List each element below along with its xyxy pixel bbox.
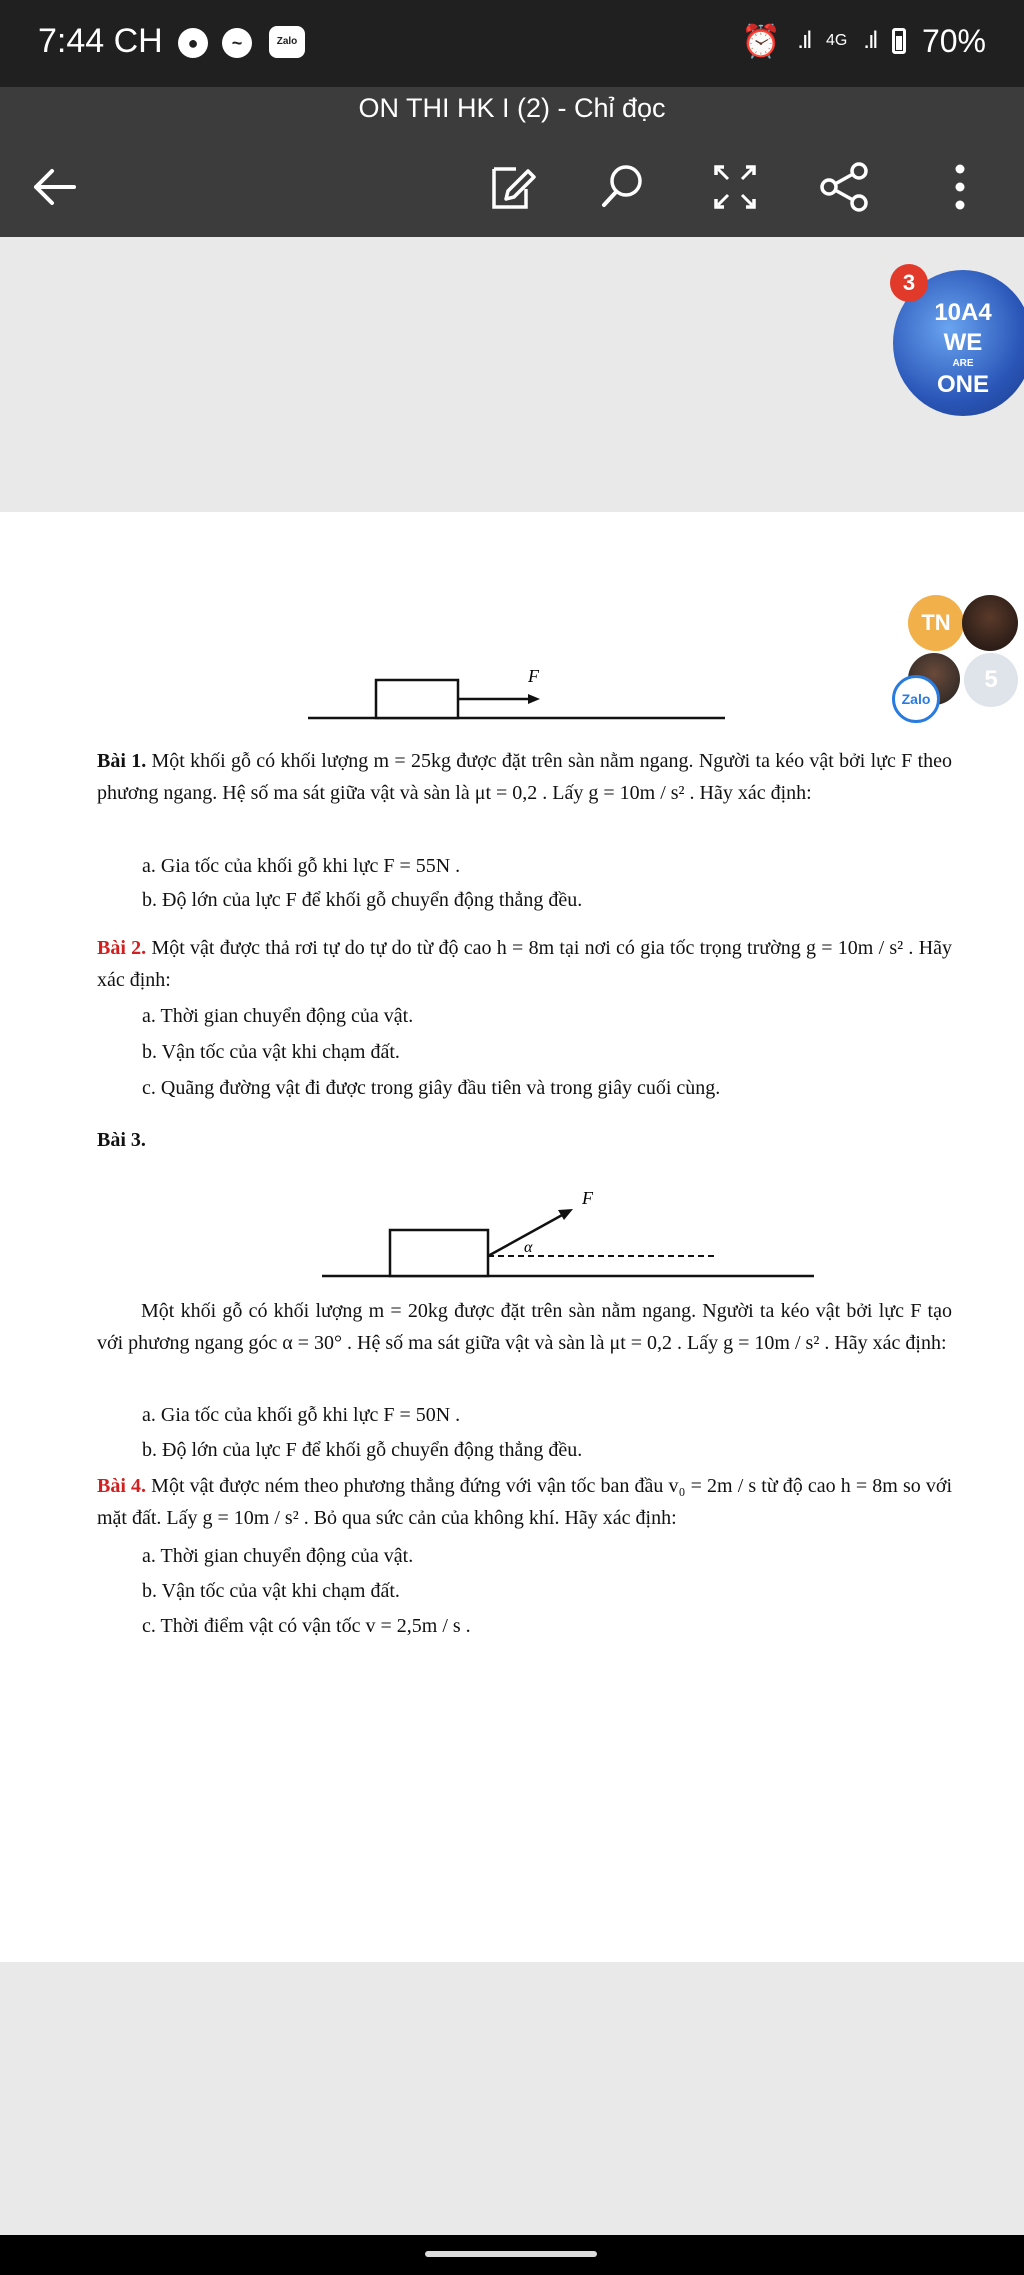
floating-chat-group[interactable]	[890, 595, 1024, 725]
fig2-arrow-head	[558, 1209, 573, 1220]
more-vert-icon	[925, 157, 995, 217]
fig1-arrow-head	[528, 694, 540, 704]
fig2-force-label: F	[582, 1188, 593, 1208]
bai4-label: Bài 4.	[97, 1475, 147, 1497]
bai1-text	[97, 745, 952, 809]
notification-badge: 3	[890, 264, 928, 302]
avatar-photo	[962, 595, 1018, 651]
bubble-line-3: ARE	[952, 358, 974, 369]
bai1-label: Bài 1.	[97, 750, 147, 772]
fullscreen-icon	[700, 157, 770, 217]
bai4-a: a. Thời gian chuyển động của vật.	[142, 1545, 414, 1567]
app-bar	[0, 87, 1024, 237]
bubble-line-4: ONE	[936, 371, 989, 398]
bai1-a: a. Gia tốc của khối gỗ khi lực F = 55N .	[142, 855, 461, 877]
avatar-initials: TN	[908, 595, 964, 651]
document-page	[0, 512, 1024, 1962]
alarm-icon: ⏰	[741, 23, 782, 59]
bai4-body: Một vật được ném theo phương thẳng đứng với vận tốc ban đầu v₀ = 2m / s từ độ cao h = 8m so với mặt đất. Lấy g = 10m / s² . Bỏ qua sức cản của không khí. Hãy xác định:	[97, 1475, 953, 1529]
fig2-angle-label: α	[524, 1239, 533, 1256]
share-button[interactable]	[811, 157, 881, 217]
fullscreen-button[interactable]	[700, 157, 770, 217]
bai4-c: c. Thời điểm vật có vận tốc v = 2,5m / s .	[142, 1615, 471, 1637]
back-button[interactable]	[22, 157, 92, 217]
more-count: 5	[964, 653, 1018, 707]
bubble-line-2: WE	[943, 329, 983, 356]
bai3-body: Một khối gỗ có khối lượng m = 20kg được đặt trên sàn nằm ngang. Người ta kéo vật bởi lực F tạo với phương ngang góc α = 30° . Hệ số ma sát giữa vật và sàn là μt = 0,2 . Lấy g = 10m / s² . Hãy xác định:	[97, 1300, 952, 1354]
bai2-label: Bài 2.	[97, 937, 147, 959]
bai4-b: b. Vận tốc của vật khi chạm đất.	[142, 1580, 400, 1602]
home-indicator[interactable]	[425, 2251, 597, 2257]
fig1-force-label: F	[528, 666, 539, 686]
bai3-b: b. Độ lớn của lực F để khối gỗ chuyển động thẳng đều.	[142, 1439, 583, 1461]
messenger-alt-icon: ~	[222, 28, 252, 58]
fig1-block	[376, 680, 458, 718]
zalo-status-icon: Zalo	[269, 26, 305, 58]
figure-1	[300, 652, 730, 732]
zalo-logo: Zalo	[892, 675, 940, 723]
bai2-b: b. Vận tốc của vật khi chạm đất.	[142, 1041, 400, 1063]
document-title: ON THI HK I (2) - Chỉ đọc	[358, 93, 666, 123]
bai3-label-text: Bài 3.	[97, 1129, 146, 1151]
more-options-button[interactable]	[925, 157, 995, 217]
status-bar	[0, 0, 1024, 87]
bai4-text	[97, 1470, 952, 1534]
edit-button[interactable]	[478, 157, 548, 217]
bai2-a: a. Thời gian chuyển động của vật.	[142, 1005, 414, 1027]
signal-icon: .ıl	[797, 27, 810, 54]
search-icon	[588, 157, 658, 217]
share-icon	[811, 157, 881, 217]
bai1-b: b. Độ lớn của lực F để khối gỗ chuyển động thẳng đều.	[142, 889, 583, 911]
bai3-label	[97, 1124, 146, 1156]
battery-icon	[892, 28, 906, 54]
bubble-line-1: 10A4	[934, 299, 992, 326]
bai2-c: c. Quãng đường vật đi được trong giây đầu tiên và trong giây cuối cùng.	[142, 1077, 721, 1099]
back-arrow-icon	[22, 157, 92, 217]
search-button[interactable]	[588, 157, 658, 217]
bai1-body: Một khối gỗ có khối lượng m = 25kg được đặt trên sàn nằm ngang. Người ta kéo vật bởi lực F theo phương ngang. Hệ số ma sát giữa vật và sàn là μt = 0,2 . Lấy g = 10m / s² . Hãy xác định:	[97, 750, 952, 804]
network-type: 4G	[825, 32, 848, 49]
bai3-a: a. Gia tốc của khối gỗ khi lực F = 50N .	[142, 1404, 461, 1426]
figure-2	[318, 1172, 818, 1292]
messenger-icon: ●	[178, 28, 208, 58]
signal-2-icon: .ıl	[863, 27, 876, 54]
navigation-bar	[0, 2235, 1024, 2275]
edit-pen-icon	[478, 157, 548, 217]
battery-level: 70%	[921, 22, 986, 59]
bai2-text	[97, 932, 952, 996]
bai2-body: Một vật được thả rơi tự do tự do từ độ cao h = 8m tại nơi có gia tốc trọng trường g = 10m / s² . Hãy xác định:	[97, 937, 953, 991]
fig2-block	[390, 1230, 488, 1276]
status-right-group	[741, 22, 986, 60]
status-time: 7:44 CH	[38, 22, 163, 60]
